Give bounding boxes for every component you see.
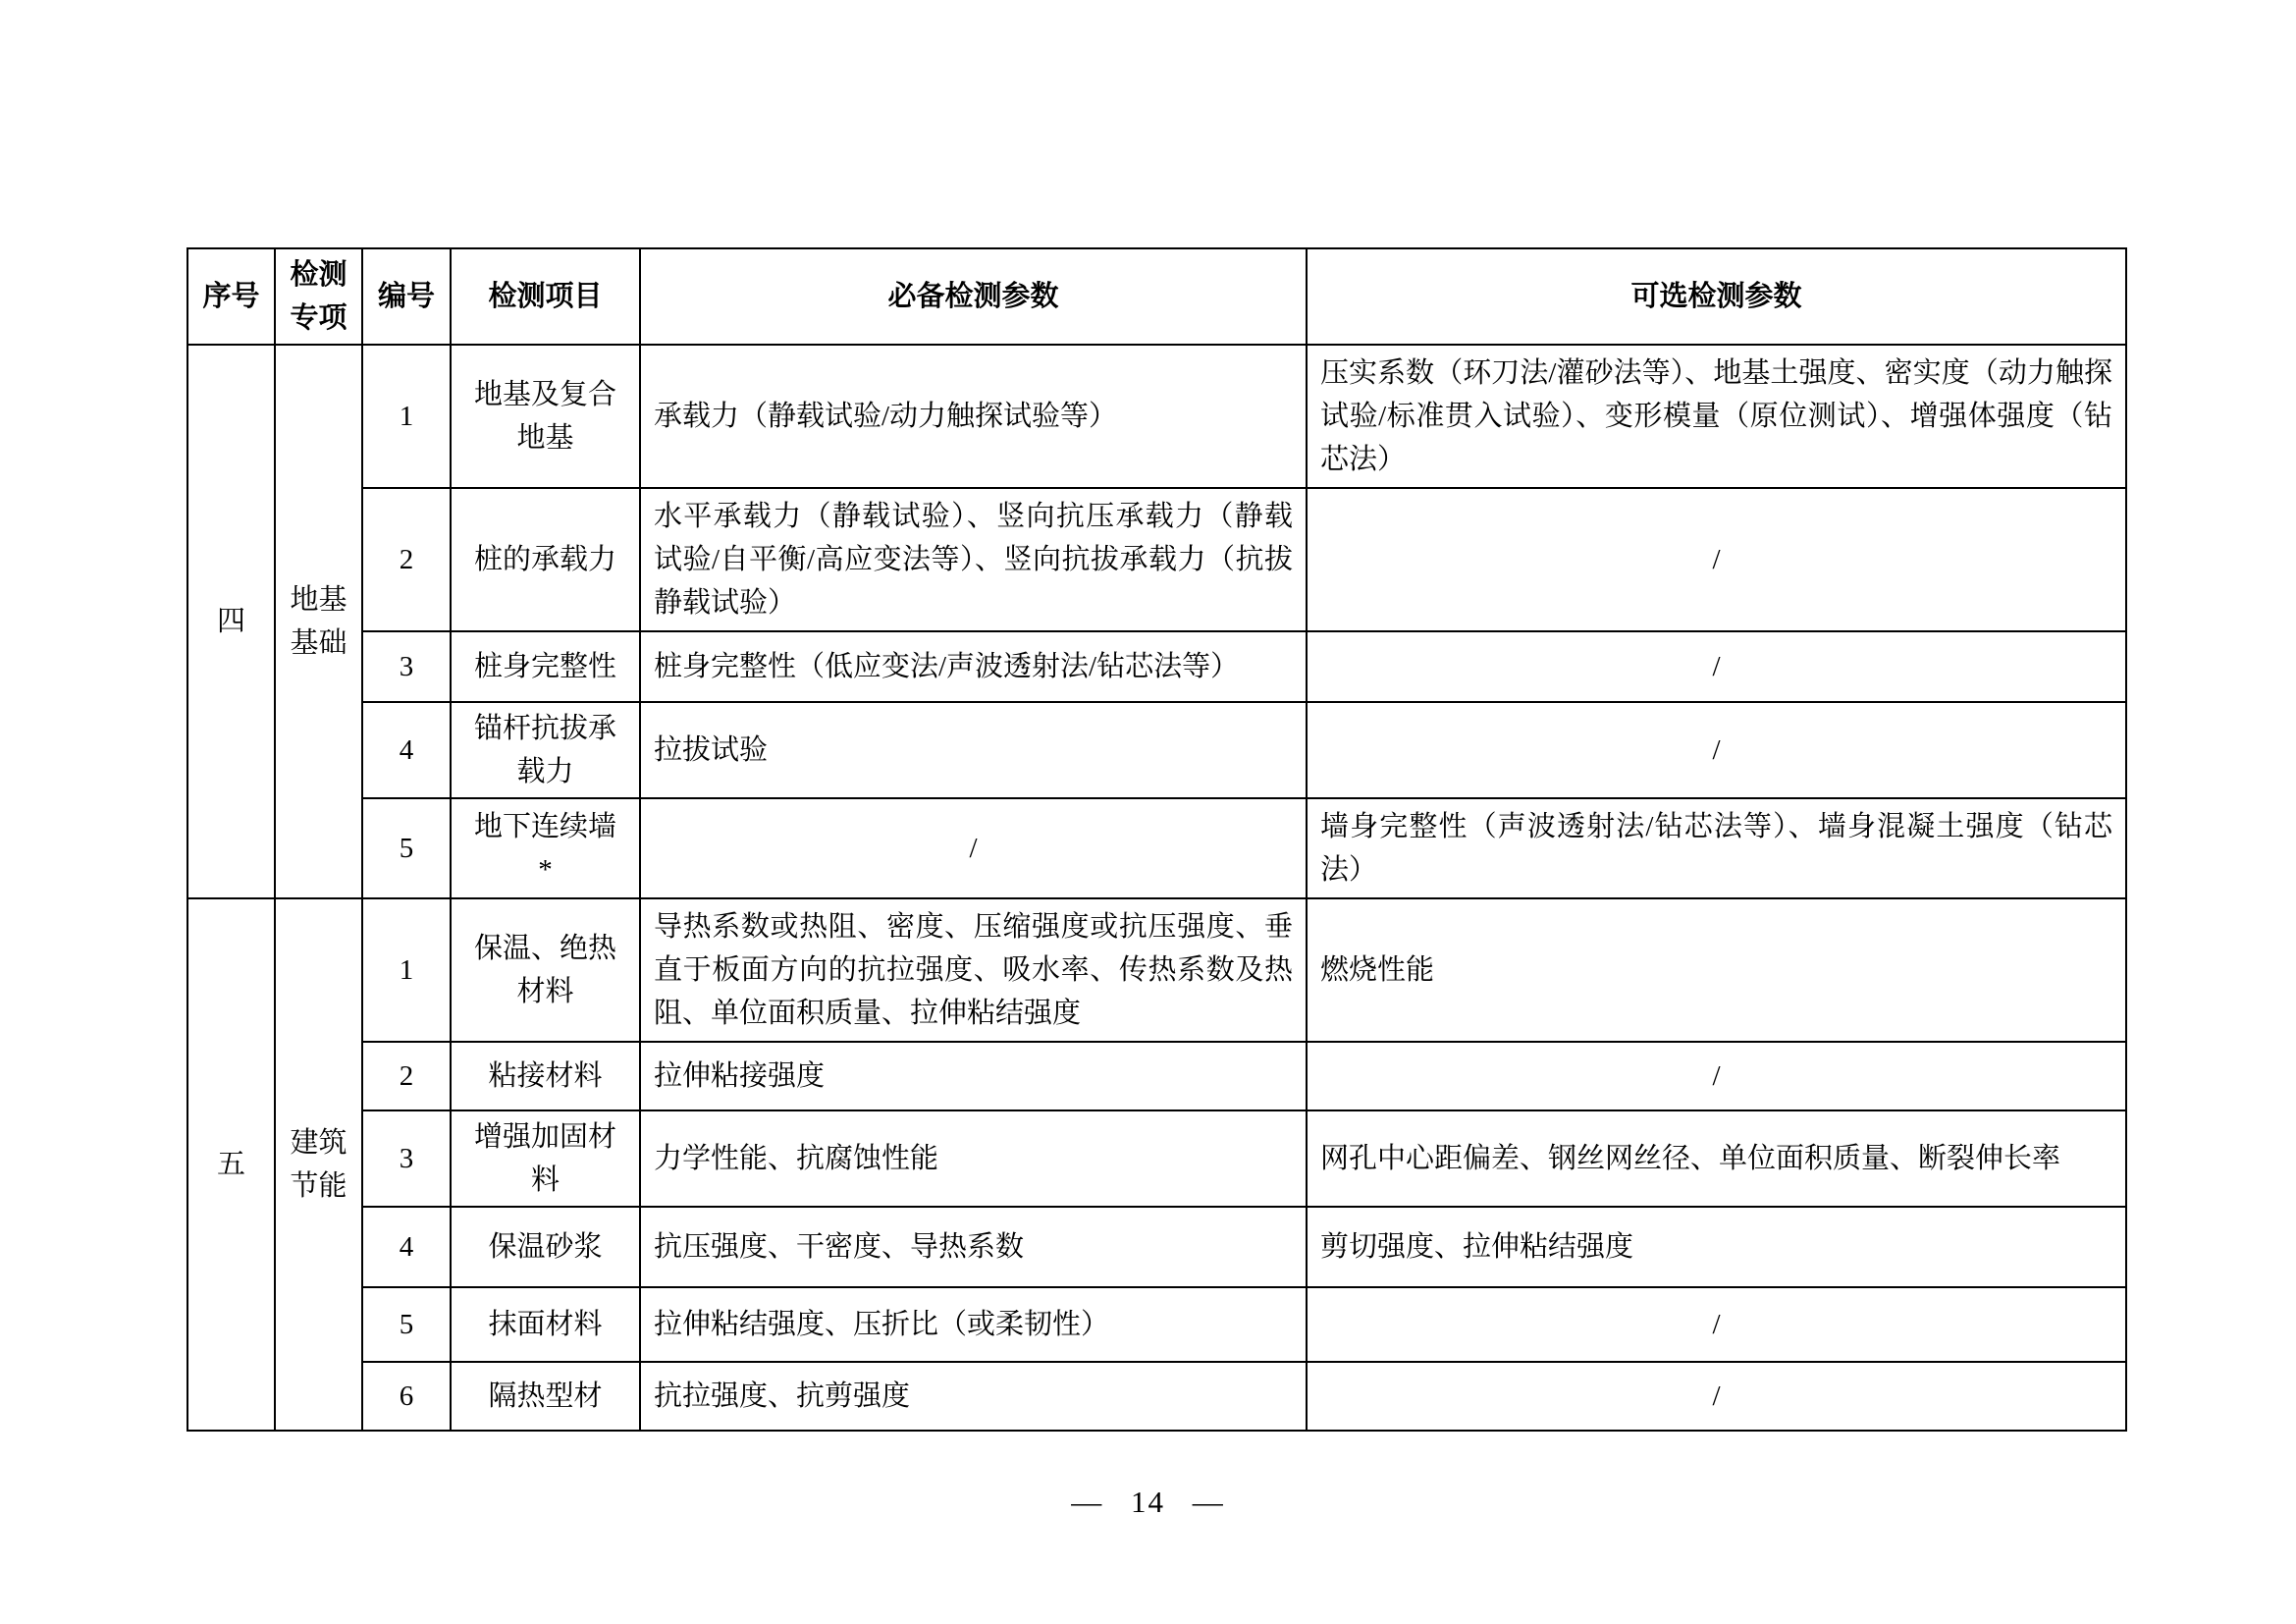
cell-optional-params: 燃烧性能: [1307, 898, 2126, 1042]
section-specialty-label: 建筑节能: [290, 1127, 347, 1202]
cell-required-params: 力学性能、抗腐蚀性能: [640, 1110, 1307, 1207]
cell-number: 3: [362, 1110, 451, 1207]
cell-number: 4: [362, 1207, 451, 1287]
header-item: 检测项目: [451, 248, 640, 345]
table-row: [187, 631, 2126, 702]
cell-required-params: 拉拔试验: [640, 702, 1307, 798]
section-index: 四: [187, 345, 275, 898]
cell-number: 5: [362, 1287, 451, 1362]
header-required-params: 必备检测参数: [640, 248, 1307, 345]
cell-item: 地基及复合地基: [451, 345, 640, 488]
table-row: [187, 898, 2126, 1042]
table-row: [187, 1207, 2126, 1287]
cell-number: 2: [362, 488, 451, 631]
cell-required-params: 拉伸粘结强度、压折比（或柔韧性）: [640, 1287, 1307, 1362]
table-row: [187, 798, 2126, 898]
cell-optional-params: 剪切强度、拉伸粘结强度: [1307, 1207, 2126, 1287]
cell-item: 保温、绝热材料: [451, 898, 640, 1042]
cell-item: 隔热型材: [451, 1362, 640, 1431]
table-header-row: [187, 248, 2126, 345]
section-index: 五: [187, 898, 275, 1431]
table-row: [187, 1110, 2126, 1207]
cell-number: 2: [362, 1042, 451, 1110]
cell-required-params: 抗拉强度、抗剪强度: [640, 1362, 1307, 1431]
cell-optional-params: /: [1307, 1042, 2126, 1110]
cell-item: 抹面材料: [451, 1287, 640, 1362]
cell-number: 5: [362, 798, 451, 898]
cell-optional-params: /: [1307, 631, 2126, 702]
cell-required-params: 抗压强度、干密度、导热系数: [640, 1207, 1307, 1287]
inspection-parameters-table: [187, 247, 2127, 1432]
header-optional-params: 可选检测参数: [1307, 248, 2126, 345]
table-row: [187, 1287, 2126, 1362]
cell-item: 桩的承载力: [451, 488, 640, 631]
header-number: 编号: [362, 248, 451, 345]
table-row: [187, 345, 2126, 488]
header-index: 序号: [187, 248, 275, 345]
section-specialty: [275, 345, 362, 898]
cell-item: 桩身完整性: [451, 631, 640, 702]
cell-item: 增强加固材料: [451, 1110, 640, 1207]
cell-optional-params: 压实系数（环刀法/灌砂法等）、地基土强度、密实度（动力触探试验/标准贯入试验）、变形模量（原位测试）、增强体强度（钻芯法）: [1307, 345, 2126, 488]
cell-optional-params: /: [1307, 702, 2126, 798]
cell-optional-params: /: [1307, 1362, 2126, 1431]
cell-item: 锚杆抗拔承载力: [451, 702, 640, 798]
cell-item: 地下连续墙*: [451, 798, 640, 898]
cell-required-params: 导热系数或热阻、密度、压缩强度或抗压强度、垂直于板面方向的抗拉强度、吸水率、传热系数及热阻、单位面积质量、拉伸粘结强度: [640, 898, 1307, 1042]
header-specialty-label: 检测专项: [290, 259, 347, 334]
cell-item: 保温砂浆: [451, 1207, 640, 1287]
cell-number: 6: [362, 1362, 451, 1431]
cell-required-params: 桩身完整性（低应变法/声波透射法/钻芯法等）: [640, 631, 1307, 702]
cell-optional-params: 网孔中心距偏差、钢丝网丝径、单位面积质量、断裂伸长率: [1307, 1110, 2126, 1207]
table-row: [187, 488, 2126, 631]
cell-required-params: 拉伸粘接强度: [640, 1042, 1307, 1110]
page-number: — 14 —: [1071, 1485, 1225, 1519]
header-specialty: [275, 248, 362, 345]
section-specialty: [275, 898, 362, 1431]
cell-required-params: /: [640, 798, 1307, 898]
cell-number: 3: [362, 631, 451, 702]
cell-required-params: 承载力（静载试验/动力触探试验等）: [640, 345, 1307, 488]
table-row: [187, 702, 2126, 798]
cell-optional-params: 墙身完整性（声波透射法/钻芯法等）、墙身混凝土强度（钻芯法）: [1307, 798, 2126, 898]
cell-optional-params: /: [1307, 488, 2126, 631]
cell-required-params: 水平承载力（静载试验）、竖向抗压承载力（静载试验/自平衡/高应变法等）、竖向抗拔承载力（抗拔静载试验）: [640, 488, 1307, 631]
cell-number: 1: [362, 345, 451, 488]
cell-number: 1: [362, 898, 451, 1042]
cell-number: 4: [362, 702, 451, 798]
section-specialty-label: 地基基础: [290, 584, 347, 659]
table-row: [187, 1042, 2126, 1110]
cell-item: 粘接材料: [451, 1042, 640, 1110]
table-row: [187, 1362, 2126, 1431]
cell-optional-params: /: [1307, 1287, 2126, 1362]
